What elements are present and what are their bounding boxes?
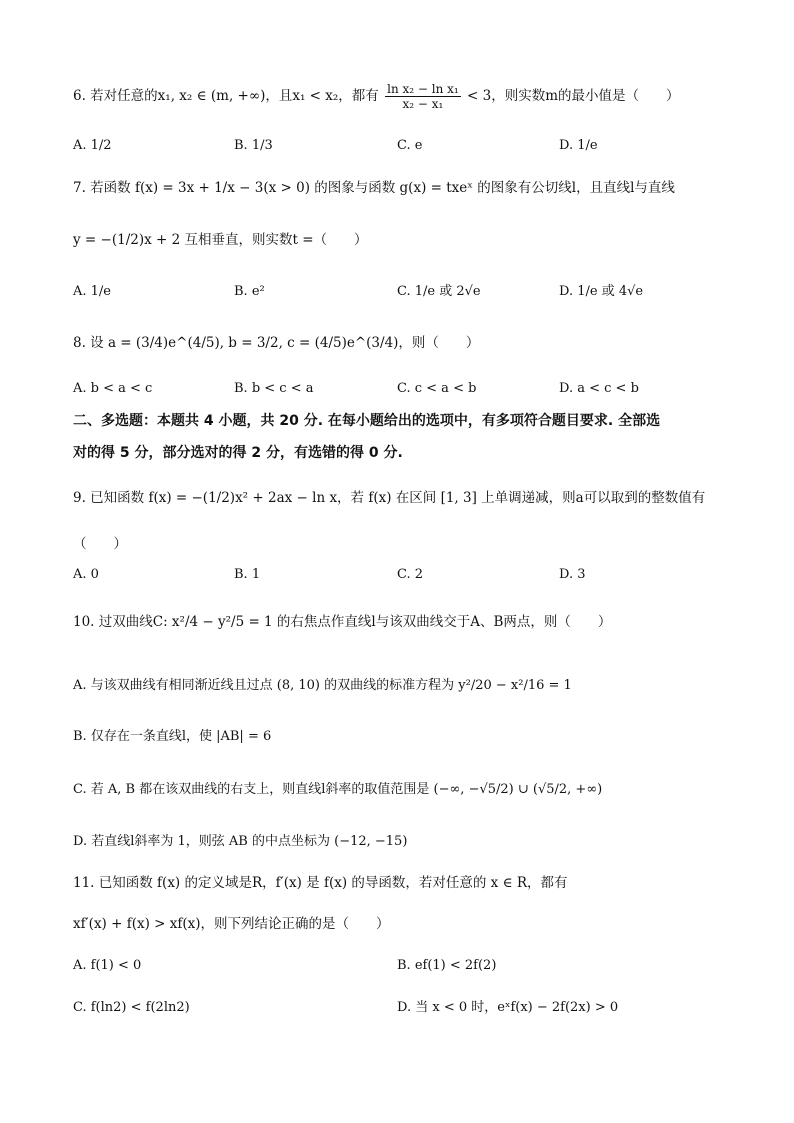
q7-line1: 7. 若函数 f(x) = 3x + 1/x − 3(x > 0) 的图象与函数 g(x) = txeˣ 的图象有公切线l，且直线l与直线 [73,180,675,196]
q6-option-c: C. e [397,138,423,153]
q11-option-b: B. ef(1) < 2f(2) [397,958,497,973]
q9-option-c: C. 2 [397,567,424,582]
q6-frac-num: ln x₂ − ln x₁ [387,82,459,96]
section2-heading-line1: 二、多选题：本题共 4 小题，共 20 分. 在每小题给出的选项中，有多项符合题目要求. 全部选 [73,413,661,429]
q6-option-b: B. 1/3 [234,138,273,153]
q7-option-a: A. 1/e [73,284,111,299]
q10-option-c: C. 若 A, B 都在该双曲线的右支上，则直线l斜率的取值范围是 (−∞, −√5/2) ∪ (√5/2, +∞) [73,782,603,797]
q6-option-d: D. 1/e [559,138,598,153]
q11-option-c: C. f(ln2) < f(2ln2) [73,1000,190,1015]
q6-stem [73,82,680,111]
q10-option-b: B. 仅存在一条直线l，使 |AB| = 6 [73,729,272,744]
q10-stem: 10. 过双曲线C: x²/4 − y²/5 = 1 的右焦点作直线l与该双曲线交于A、B两点，则（ ） [73,614,612,630]
q6-option-a: A. 1/2 [73,138,112,153]
q10-option-d: D. 若直线l斜率为 1，则弦 AB 的中点坐标为 (−12, −15) [73,834,408,849]
q11-option-d: D. 当 x < 0 时，eˣf(x) − 2f(2x) > 0 [397,1000,619,1015]
q6-frac-den: x₂ − x₁ [402,97,444,111]
q6-fraction [385,82,461,111]
q7-line2: y = −(1/2)x + 2 互相垂直，则实数t =（ ） [73,232,368,248]
q9-stem: 9. 已知函数 f(x) = −(1/2)x² + 2ax − ln x，若 f(x) 在区间 [1, 3] 上单调递减，则a可以取到的整数值有 [73,490,706,506]
q6-tail: < 3，则实数m的最小值是（ ） [467,88,680,104]
q11-option-a: A. f(1) < 0 [73,958,142,973]
q7-option-d: D. 1/e 或 4√e [559,284,644,299]
q9-option-b: B. 1 [234,567,261,582]
q11-line2: xf′(x) + f(x) > xf(x)，则下列结论正确的是（ ） [73,916,390,932]
q8-option-c: C. c < a < b [397,381,477,396]
q7-option-b: B. e² [234,284,265,299]
q11-line1: 11. 已知函数 f(x) 的定义域是R，f′(x) 是 f(x) 的导函数，若对任意的 x ∈ R，都有 [73,875,568,891]
q8-option-d: D. a < c < b [559,381,639,396]
q7-option-c: C. 1/e 或 2√e [397,284,481,299]
q9-option-d: D. 3 [559,567,586,582]
q8-option-a: A. b < a < c [73,381,153,396]
q8-stem: 8. 设 a = (3/4)e^(4/5), b = 3/2, c = (4/5)e^(3/4)，则（ ） [73,335,480,351]
q6-text: 6. 若对任意的x₁, x₂ ∈ (m, +∞)，且x₁ < x₂，都有 [73,88,379,104]
q9-paren: （ ） [73,536,127,552]
q10-option-a: A. 与该双曲线有相同渐近线且过点 (8, 10) 的双曲线的标准方程为 y²/20 − x²/16 = 1 [73,678,572,693]
q9-option-a: A. 0 [73,567,99,582]
section2-heading-line2: 对的得 5 分，部分选对的得 2 分，有选错的得 0 分. [73,445,403,461]
q8-option-b: B. b < c < a [234,381,314,396]
